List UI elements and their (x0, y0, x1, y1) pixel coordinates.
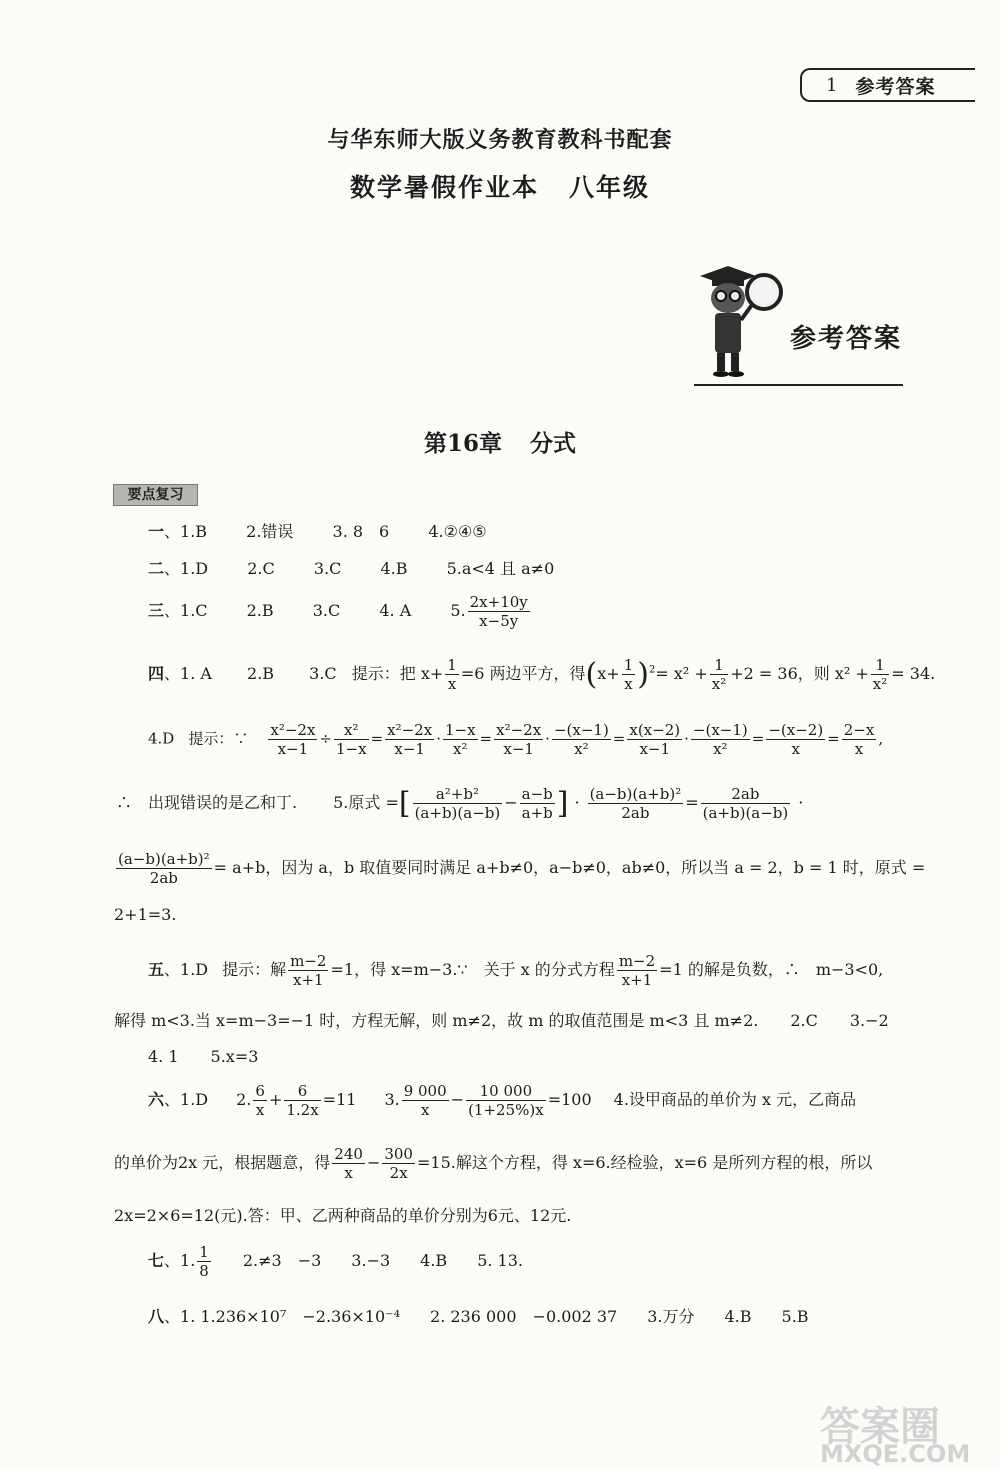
answer-row-6: 五、1.D 提示：解 $\frac{m-2}{x+1}$ =1，得 x=m−3.∵ 关于 x 的分式方程 $\frac{m-2}{x+1}$ =1 的解是负数，∴ m−3<0, (148, 952, 884, 989)
section-badge: 要点复习 (113, 484, 198, 506)
answer-row-5: ∴ 出现错误的是乙和丁. 5.原式 =[ $\frac{\text{a²+b²}}{(a+b)(a-b)}$ − $\frac{a-b}{a+b}$ ] · $\frac{\text{(a−b)(a+b)²}}{2ab}$ = $\frac{2ab}{(a+b)(a-b)}$ · (116, 785, 804, 822)
answer-row-5c: 2+1=3. (114, 905, 177, 924)
answer-row-6c: 4. 1 5.x=3 (148, 1047, 259, 1066)
fraction: $\frac{1}{x}$ (447, 656, 457, 693)
chapter-name: 分式 (530, 430, 576, 457)
answer-row-5b: $\frac{\text{(a−b)(a+b)²}}{2ab}$ = a+b，因为 a，b 取值要同时满足 a+b≠0，a−b≠0，ab≠0，所以当 a = 2，b = 1 时，原式 = (118, 850, 926, 887)
answer-row-7b: 的单价为2x 元，根据题意，得 $\frac{240}{x}$ − $\frac{300}{2x}$ =15.解这个方程，得 x=6.经检验，x=6 是所列方程的根，所以 (114, 1145, 873, 1182)
answer-row-8: 七、1. $\frac{1}{8}$ 2.≠3 −3 3.−3 4.B 5. 13. (148, 1243, 523, 1280)
watermark-url: MXQE.COM (820, 1440, 971, 1468)
answer-row-6b: 解得 m<3.当 x=m−3=−1 时，方程无解，则 m≠2，故 m 的取值范围是 m<3 且 m≠2. 2.C 3.−2 (114, 1011, 889, 1030)
answer-row-1: 一、1.B 2.错误 3. 8 6 4.②④⑤ (148, 522, 487, 541)
page-number: 1 (826, 74, 838, 96)
book-subject: 数学暑假作业本 (349, 173, 539, 202)
chapter-number: 第16章 (423, 430, 502, 457)
book-title (0, 168, 1000, 204)
answer-row-3: 三、1.C 2.B 3.C 4. A 5. $\frac{2x+10y}{x-5y}$ (148, 593, 528, 630)
answer-logo (688, 258, 908, 388)
answer-row-7c: 2x=2×6=12(元).答：甲、乙两种商品的单价分别为6元、12元. (114, 1206, 572, 1225)
answer-row-7: 六、1.D 2. $\frac{6}{x}$ + $\frac{6}{1.2x}$ =11 3. $\frac{9 000}{x}$ − $\frac{10 000}{(1+25\%)x}$ =100 4.设甲商品的单价为 x 元，乙商品 (148, 1082, 857, 1119)
answer-row-9: 八、1. 1.236×10⁷ −2.36×10⁻⁴ 2. 236 000 −0.002 37 3.万分 4.B 5.B (148, 1307, 809, 1326)
book-grade: 八年级 (569, 173, 651, 202)
page-tab (800, 68, 975, 102)
fraction: $\frac{1}{\text{x²}}$ (872, 656, 888, 693)
series-line: 与华东师大版义务教育教科书配套 (327, 127, 673, 153)
watermark-logo: 答案圈 (820, 1404, 940, 1450)
fraction: $\frac{2x+10y}{x-5y}$ (469, 593, 528, 630)
page-tab-label: 参考答案 (855, 75, 936, 98)
logo-label: 参考答案 (790, 324, 903, 354)
fraction: $\frac{1}{\text{x²}}$ (711, 656, 727, 693)
answer-row-4d: 4.D 提示：∵ $\frac{\text{x²−2x}}{x-1}$ ÷ $\frac{\text{x²}}{1-x}$ = $\frac{\text{x²−2x}}{x-1}$ · $\frac{1-x}{\text{x²}}$ = $\frac{\text{x²−2x}}{x-1}$ · $\frac{-(x-1)}{\text{x²}}$ = $\frac{x(x-2)}{x-1}$ · $\frac{-(x-1)}{\text{x²}}$ = $\frac{-(x-2)}{x}$ = $\frac{2-x}{x}$ , (148, 721, 884, 758)
chapter-title (0, 425, 1000, 458)
fraction: $\frac{1}{x}$ (623, 656, 634, 693)
answer-row-2: 二、1.D 2.C 3.C 4.B 5.a<4 且 a≠0 (148, 559, 555, 578)
answer-row-4: 四、1. A 2.B 3.C 提示：把 x+ $\frac{1}{x}$ =6 两边平方，得(x+ $\frac{1}{x}$ )$^2$= x² + $\frac{1}{\text{x²}}$ +2 = 36，则 x² + $\frac{1}{\text{x²}}$ = 34. (148, 656, 936, 693)
